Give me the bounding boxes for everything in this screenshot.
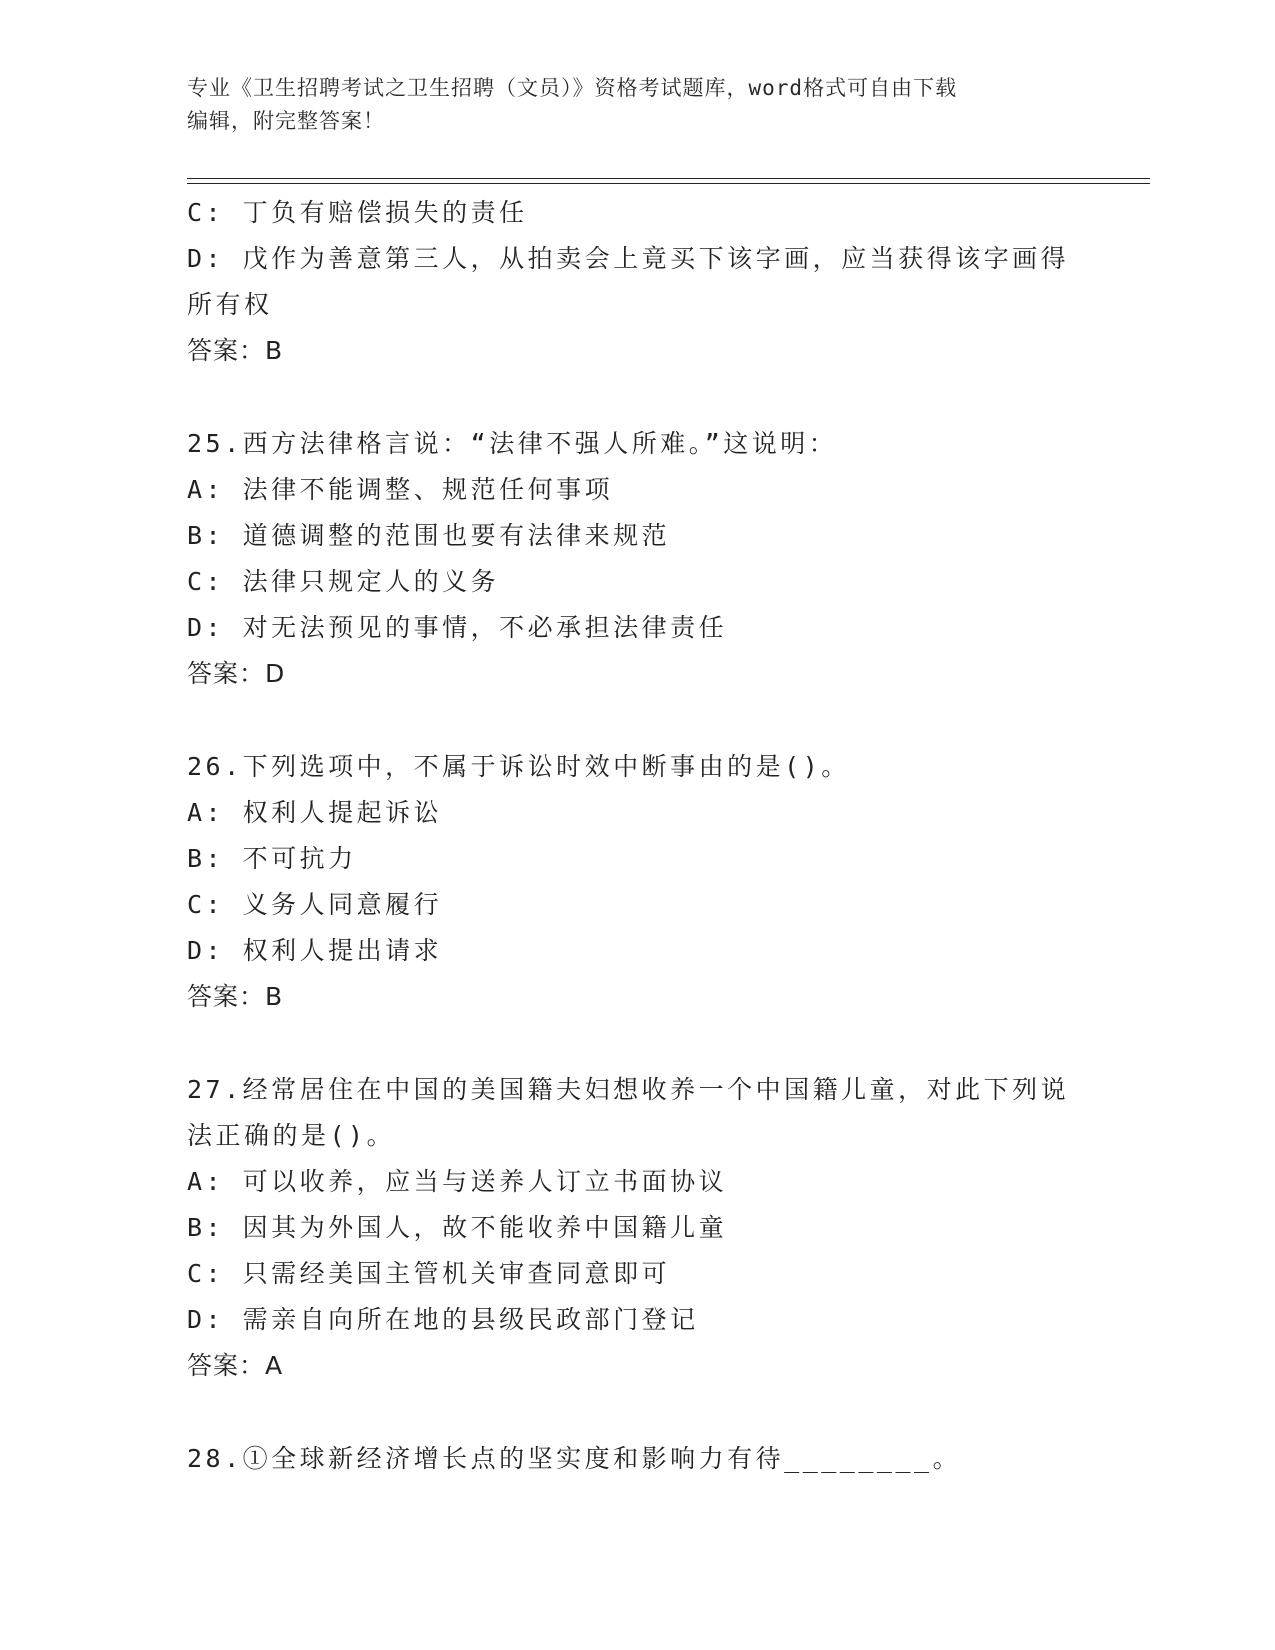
question-text: 28.①全球新经济增长点的坚实度和影响力有待________。	[187, 1444, 962, 1473]
option-b: B: 道德调整的范围也要有法律来规范	[187, 521, 671, 550]
option-d: D: 权利人提出请求	[187, 936, 443, 965]
option-d: D: 对无法预见的事情，不必承担法律责任	[187, 613, 728, 642]
question-26	[187, 744, 1087, 1020]
question-27	[187, 1067, 1087, 1389]
answer: 答案：D	[187, 659, 286, 688]
option-d-line-2: 所有权	[187, 290, 273, 319]
spacer	[187, 1389, 1087, 1436]
spacer	[187, 374, 1087, 421]
question-24-tail	[187, 190, 1087, 374]
question-25	[187, 421, 1087, 697]
option-a: A: 可以收养，应当与送养人订立书面协议	[187, 1167, 728, 1196]
header-line-2: 编辑，附完整答案！	[187, 109, 385, 133]
option-c: C: 法律只规定人的义务	[187, 567, 500, 596]
question-text-line-1: 27.经常居住在中国的美国籍夫妇想收养一个中国籍儿童，对此下列说	[187, 1075, 1070, 1104]
answer: 答案：B	[187, 336, 284, 365]
answer: 答案：B	[187, 982, 284, 1011]
question-content	[187, 190, 1087, 1482]
header-divider-bottom	[187, 183, 1150, 184]
option-c: C: 只需经美国主管机关审查同意即可	[187, 1259, 671, 1288]
question-text-line-2: 法正确的是()。	[187, 1121, 396, 1150]
spacer	[187, 1020, 1087, 1067]
answer: 答案：A	[187, 1351, 284, 1380]
option-d-line-1: D: 戊作为善意第三人，从拍卖会上竟买下该字画，应当获得该字画得	[187, 244, 1070, 273]
question-text: 25.西方法律格言说：“法律不强人所难。”这说明：	[187, 429, 838, 458]
header-line-1: 专业《卫生招聘考试之卫生招聘（文员）》资格考试题库，word格式可自由下载	[187, 76, 958, 100]
spacer	[187, 697, 1087, 744]
option-b: B: 不可抗力	[187, 844, 357, 873]
option-c: C: 丁负有赔偿损失的责任	[187, 198, 528, 227]
option-b: B: 因其为外国人，故不能收养中国籍儿童	[187, 1213, 728, 1242]
question-28	[187, 1436, 1087, 1482]
question-text: 26.下列选项中，不属于诉讼时效中断事由的是()。	[187, 752, 850, 781]
option-c: C: 义务人同意履行	[187, 890, 443, 919]
option-d: D: 需亲自向所在地的县级民政部门登记	[187, 1305, 699, 1334]
option-a: A: 法律不能调整、规范任何事项	[187, 475, 614, 504]
option-a: A: 权利人提起诉讼	[187, 798, 443, 827]
document-header	[187, 72, 1067, 138]
header-divider-top	[187, 178, 1150, 179]
